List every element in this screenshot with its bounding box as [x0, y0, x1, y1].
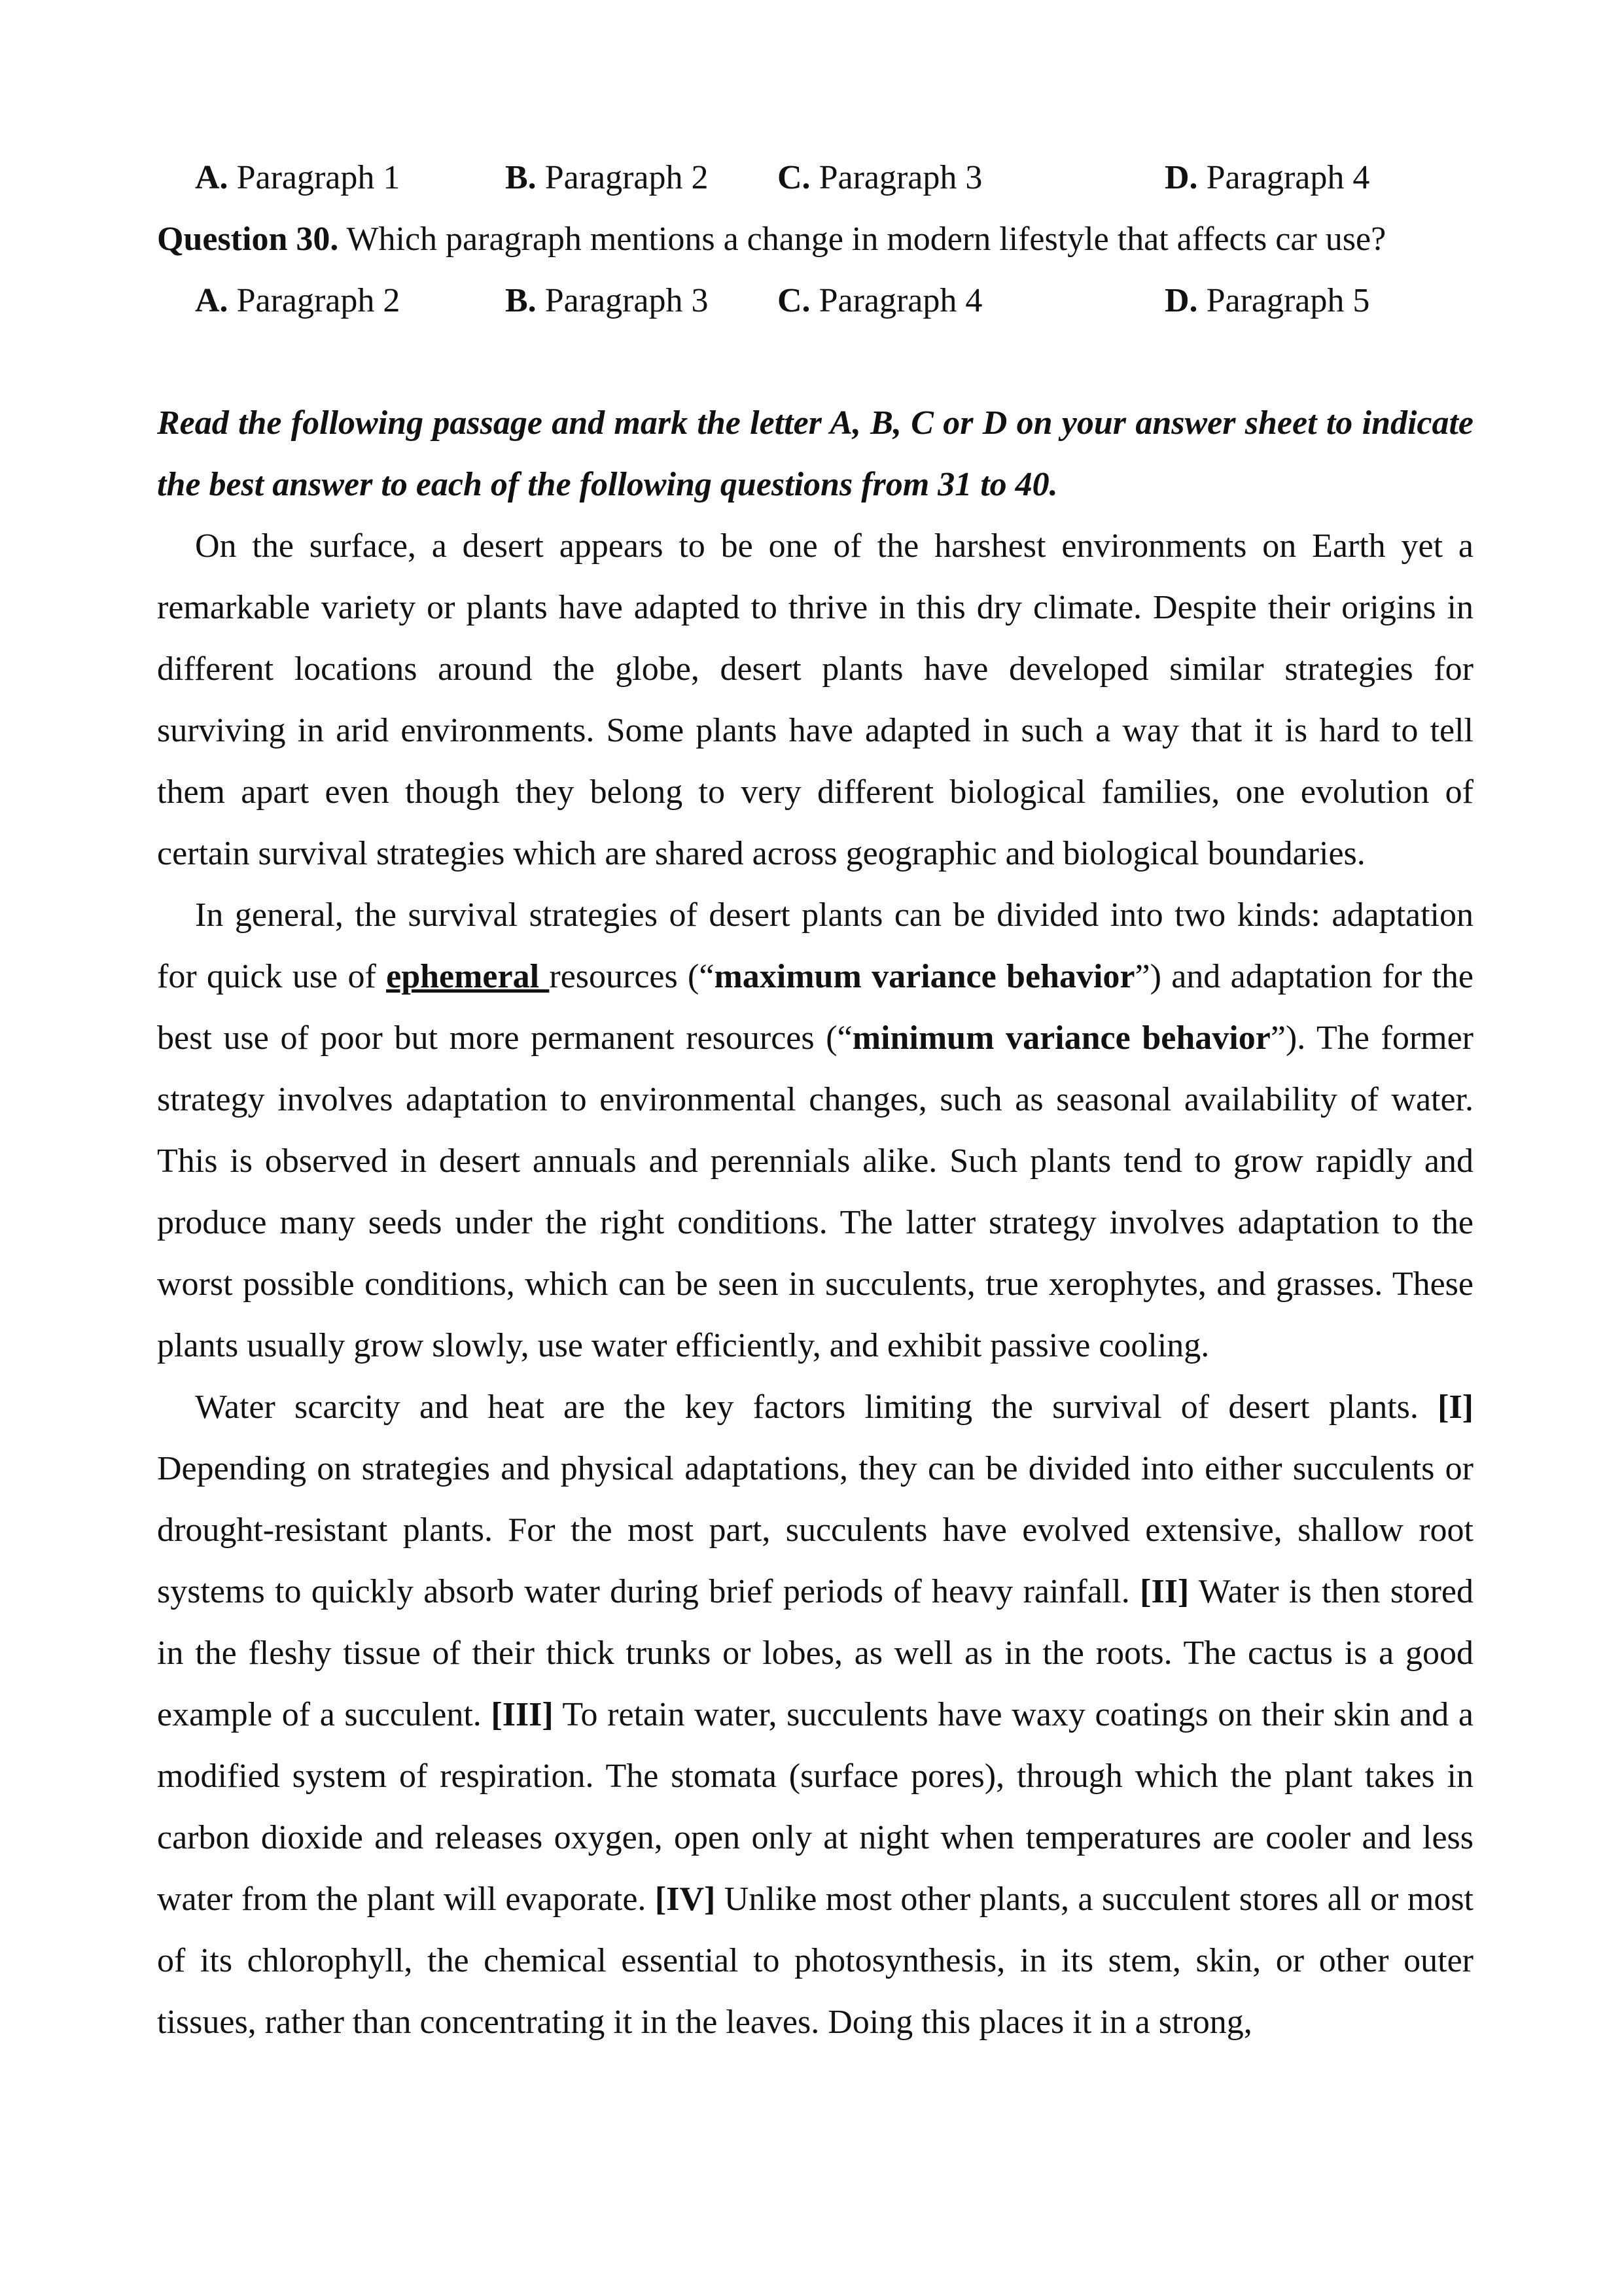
insert-marker-4: [IV]: [654, 1881, 716, 1918]
section-gap: [157, 332, 1474, 393]
insert-marker-1: [I]: [1438, 1388, 1474, 1426]
question-30: [157, 209, 1474, 270]
q29-option-d: D. Paragraph 4: [1165, 159, 1370, 196]
q30-option-a: A. Paragraph 2: [195, 282, 400, 319]
term-minimum-variance: minimum variance behavior: [852, 1019, 1271, 1057]
q30-option-c: C. Paragraph 4: [777, 282, 983, 319]
question-30-number: Question 30.: [157, 221, 339, 258]
keyword-ephemeral: ephemeral: [386, 958, 550, 995]
insert-marker-3: [III]: [491, 1696, 554, 1733]
insert-marker-2: [II]: [1140, 1573, 1190, 1610]
q29-option-c: C. Paragraph 3: [777, 159, 983, 196]
q30-option-b: B. Paragraph 3: [505, 282, 709, 319]
passage-paragraph-1: On the surface, a desert appears to be one of the harshest environments on Earth yet a remarkable variety or plants have adapted to thrive in this dry climate. Despite their origins in different locations around the globe, desert plants have developed similar strategies for surviving in arid environments. Some plants have adapted in such a way that it is hard to tell them apart even though they belong to very different biological families, one evolution of certain survival strategies which are shared across geographic and biological boundaries.: [157, 527, 1474, 872]
q29-option-a: A. Paragraph 1: [195, 159, 400, 196]
q29-options: [157, 147, 1474, 209]
question-30-text: Which paragraph mentions a change in modern lifestyle that affects car use?: [346, 221, 1386, 258]
page-content: [157, 147, 1474, 2053]
q29-option-b: B. Paragraph 2: [505, 159, 709, 196]
passage-paragraph-2: In general, the survival strategies of desert plants can be divided into two kinds: adaptation for quick use of ephemeral resources (“maximum variance behavior”) and adaptation for the best use of poor but more permanent resources (“minimum variance behavior”). The former strategy involves adaptation to environmental changes, such as seasonal availability of water. This is observed in desert annuals and perennials alike. Such plants tend to grow rapidly and produce many seeds under the right conditions. The latter strategy involves adaptation to the worst possible conditions, which can be seen in succulents, true xerophytes, and grasses. These plants usually grow slowly, use water efficiently, and exhibit passive cooling.: [157, 896, 1474, 1364]
section-instruction: Read the following passage and mark the letter A, B, C or D on your answer sheet to indicate the best answer to each of the following questions from 31 to 40.: [157, 404, 1474, 503]
passage-paragraph-3: Water scarcity and heat are the key factors limiting the survival of desert plants. [I] Depending on strategies and physical adaptations, they can be divided into either succulents or drought-resistant plants. For the most part, succulents have evolved extensive, shallow root systems to quickly absorb water during brief periods of heavy rainfall. [II] Water is then stored in the fleshy tissue of their thick trunks or lobes, as well as in the roots. The cactus is a good example of a succulent. [III] To retain water, succulents have waxy coatings on their skin and a modified system of respiration. The stomata (surface pores), through which the plant takes in carbon dioxide and releases oxygen, open only at night when temperatures are cooler and less water from the plant will evaporate. [IV] Unlike most other plants, a succulent stores all or most of its chlorophyll, the chemical essential to photosynthesis, in its stem, skin, or other outer tissues, rather than concentrating it in the leaves. Doing this places it in a strong,: [157, 1388, 1474, 2041]
q30-option-d: D. Paragraph 5: [1165, 282, 1370, 319]
term-maximum-variance: maximum variance behavior: [714, 958, 1135, 995]
q30-options: [157, 270, 1474, 332]
